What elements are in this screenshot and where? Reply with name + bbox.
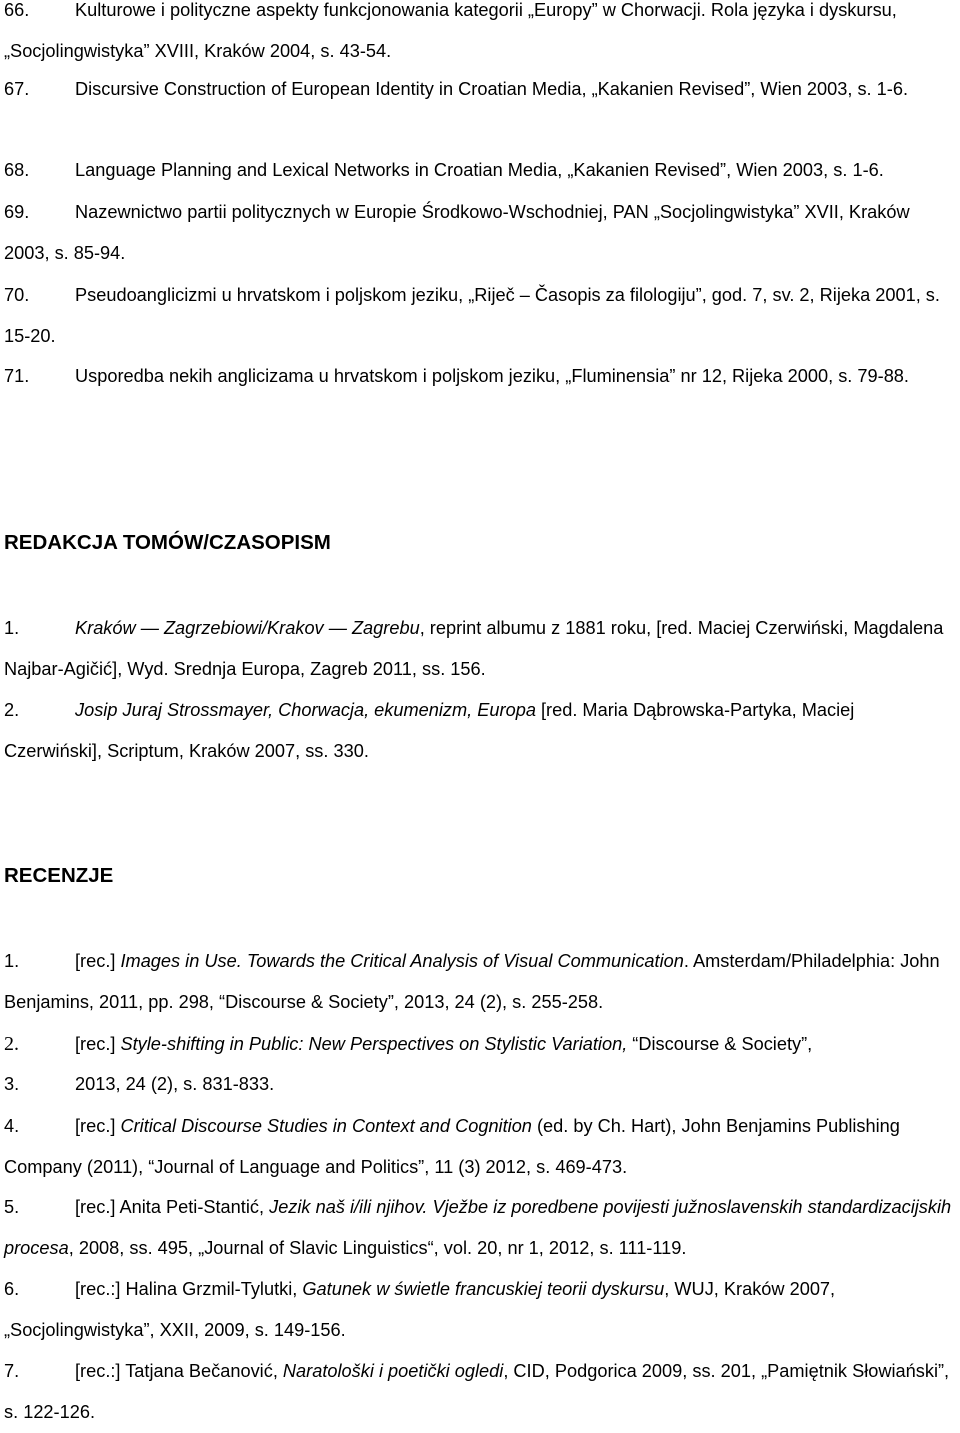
- editorial-entry: [4, 608, 956, 690]
- entry-text: Usporedba nekih anglicizama u hrvatskom i poljskom jeziku, „Fluminensia” nr 12, Rijeka 2000, s. 79-88.: [75, 366, 909, 386]
- review-entry: [4, 1351, 956, 1433]
- entry-number: 3.: [4, 1074, 20, 1094]
- entry-title: Gatunek w świetle francuskiej teorii dyskursu: [302, 1279, 665, 1299]
- entry-text: Nazewnictwo partii politycznych w Europie Środkowo-Wschodniej, PAN „Socjolingwistyka” XVII, Kraków 2003, s. 85-94.: [4, 202, 910, 263]
- entry-number: 68.: [4, 160, 30, 180]
- entry-title: Images in Use. Towards the Critical Analysis of Visual Communication: [120, 951, 684, 971]
- entry-text: . Amsterdam/Philadelphia: John Benjamins, 2011, pp. 298, “Discourse & Society”, 2013, 24 (2), s. 255-258.: [4, 951, 940, 1012]
- entry-number: 2.: [4, 1033, 19, 1055]
- entry-text: , reprint albumu z 1881 roku, [red. Maciej Czerwiński, Magdalena Najbar-Agičić], Wyd. Srednja Europa, Zagreb 2011, ss. 156.: [4, 618, 944, 679]
- publication-entry: [4, 275, 956, 357]
- review-entry: [4, 1106, 956, 1188]
- entry-text: (ed. by Ch. Hart), John Benjamins Publishing Company (2011), “Journal of Language and Politics”, 11 (3) 2012, s. 469-473.: [4, 1116, 900, 1177]
- editorial-entry: [4, 690, 956, 772]
- entry-text: Language Planning and Lexical Networks in Croatian Media, „Kakanien Revised”, Wien 2003, s. 1-6.: [75, 160, 884, 180]
- entry-number: 1.: [4, 951, 20, 971]
- entry-text: , WUJ, Kraków 2007, „Socjolingwistyka”, XXII, 2009, s. 149-156.: [4, 1279, 836, 1340]
- entry-text: , CID, Podgorica 2009, ss. 201, „Pamiętnik Słowiański”, s. 122-126.: [4, 1361, 950, 1422]
- entry-prefix: [rec.]: [75, 951, 121, 971]
- entry-number: 5.: [4, 1197, 20, 1217]
- entry-text: “Discourse & Society”,: [627, 1034, 813, 1054]
- entry-title: Naratološki i poetički ogledi: [282, 1361, 504, 1381]
- entry-number: 71.: [4, 366, 30, 386]
- entry-number: 2.: [4, 700, 20, 720]
- publication-entry: [4, 0, 956, 72]
- entry-number: 7.: [4, 1361, 20, 1381]
- review-entry: [4, 1024, 956, 1065]
- entry-number: 66.: [4, 0, 30, 20]
- review-entry: [4, 1187, 956, 1269]
- entry-text: 2013, 24 (2), s. 831-833.: [75, 1074, 275, 1094]
- entry-text: Kulturowe i polityczne aspekty funkcjonowania kategorii „Europy” w Chorwacji. Rola języka i dyskursu, „Socjolingwistyka” XVIII, Kraków 2004, s. 43-54.: [4, 0, 897, 61]
- entry-prefix: [rec.:] Tatjana Bečanović,: [75, 1361, 283, 1381]
- entry-number: 4.: [4, 1116, 20, 1136]
- entry-number: 1.: [4, 618, 20, 638]
- entry-text: Pseudoanglicizmi u hrvatskom i poljskom jeziku, „Riječ – Časopis za filologiju”, god. 7, sv. 2, Rijeka 2001, s. 15-20.: [4, 285, 940, 346]
- section-heading-reviews: RECENZJE: [4, 864, 114, 887]
- entry-prefix: [rec.:] Halina Grzmil-Tylutki,: [75, 1279, 303, 1299]
- entry-text: , 2008, ss. 495, „Journal of Slavic Linguistics“, vol. 20, nr 1, 2012, s. 111-119.: [68, 1238, 687, 1258]
- entry-title: Kraków — Zagrzebiowi/Krakov — Zagrebu: [75, 618, 420, 638]
- section-heading-editorial: REDAKCJA TOMÓW/CZASOPISM: [4, 531, 331, 554]
- publication-entry: [4, 356, 956, 397]
- entry-number: 70.: [4, 285, 30, 305]
- entry-prefix: [rec.] Anita Peti-Stantić,: [75, 1197, 270, 1217]
- publication-entry: [4, 150, 956, 191]
- publication-entry: [4, 192, 956, 274]
- entry-title: Critical Discourse Studies in Context and Cognition: [120, 1116, 532, 1136]
- entry-text: [red. Maria Dąbrowska-Partyka, Maciej Czerwiński], Scriptum, Kraków 2007, ss. 330.: [4, 700, 855, 761]
- review-entry: [4, 941, 956, 1023]
- entry-number: 67.: [4, 79, 30, 99]
- entry-text: Discursive Construction of European Identity in Croatian Media, „Kakanien Revised”, Wien 2003, s. 1-6.: [75, 79, 908, 99]
- review-entry: [4, 1064, 956, 1105]
- entry-title: Josip Juraj Strossmayer, Chorwacja, ekumenizm, Europa: [75, 700, 536, 720]
- publication-entry: [4, 69, 956, 110]
- entry-number: 6.: [4, 1279, 20, 1299]
- entry-prefix: [rec.]: [75, 1116, 121, 1136]
- entry-title: Style-shifting in Public: New Perspectives on Stylistic Variation,: [120, 1034, 628, 1054]
- review-entry: [4, 1269, 956, 1351]
- entry-number: 69.: [4, 202, 30, 222]
- entry-title: Jezik naš i/ili njihov. Vježbe iz poredbene povijesti južnoslavenskih standardizacijskih procesa: [4, 1197, 952, 1258]
- entry-prefix: [rec.]: [75, 1034, 121, 1054]
